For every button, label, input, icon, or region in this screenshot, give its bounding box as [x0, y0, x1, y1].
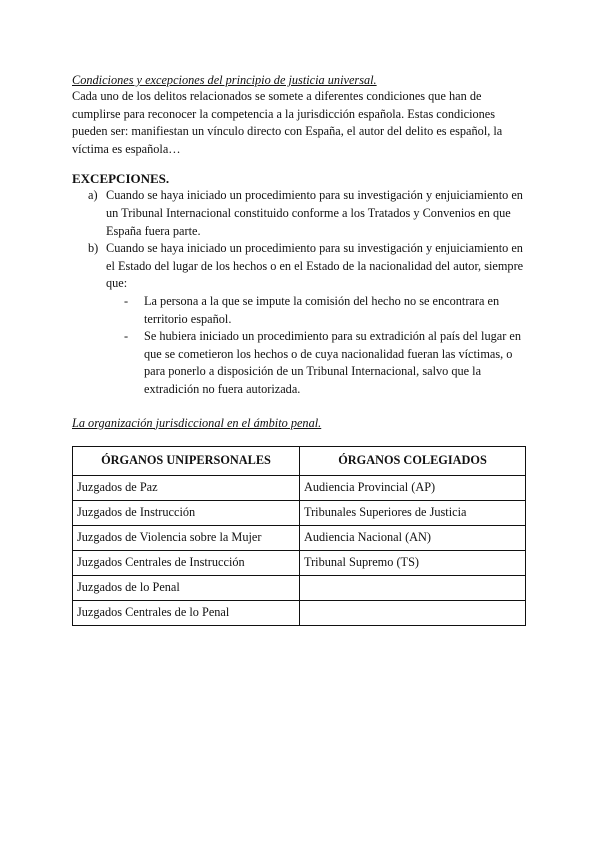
- table-row: [73, 475, 526, 500]
- table-cell: Juzgados Centrales de lo Penal: [73, 600, 300, 625]
- table-cell: Audiencia Provincial (AP): [300, 475, 526, 500]
- table-cell: Juzgados de Violencia sobre la Mujer: [73, 525, 300, 550]
- list-marker: b): [88, 241, 99, 256]
- table-cell: Audiencia Nacional (AN): [300, 525, 526, 550]
- dash-marker: -: [124, 329, 129, 344]
- exception-sublist: [106, 293, 532, 399]
- table-row: [73, 550, 526, 575]
- exceptions-heading: EXCEPCIONES.: [72, 171, 170, 187]
- dash-marker: -: [124, 293, 129, 308]
- table-cell: Tribunal Supremo (TS): [300, 550, 526, 575]
- table-row: [73, 500, 526, 525]
- table-cell: [300, 600, 526, 625]
- exception-item-b: [72, 240, 532, 398]
- sublist-item: [106, 293, 532, 328]
- table-cell: Juzgados Centrales de Instrucción: [73, 550, 300, 575]
- table-cell: Juzgados de Paz: [73, 475, 300, 500]
- table-row: [73, 525, 526, 550]
- table-cell: Juzgados de lo Penal: [73, 575, 300, 600]
- section-title-jurisdictional-organization: La organización jurisdiccional en el ámbito penal.: [72, 415, 322, 430]
- section-body-paragraph: Cada uno de los delitos relacionados se somete a diferentes condiciones que han de cumplirse para reconocer la competencia a la jurisdicción española. Estas condiciones pueden ser: manifiestan un vínculo directo con España, el autor del delito es español, la víctima es española…: [72, 89, 503, 156]
- column-header-colegiados: ÓRGANOS COLEGIADOS: [300, 446, 526, 475]
- sublist-text: Se hubiera iniciado un procedimiento para su extradición al país del lugar en que se cometieron los hechos o de cuya nacionalidad fueran las víctimas, o para ponerlo a disposición de un Tribunal Internacional, salvo que la extradición no fuera autorizada.: [144, 329, 521, 396]
- section-title-universal-justice: Condiciones y excepciones del principio de justicia universal.: [72, 73, 377, 87]
- exception-text: Cuando se haya iniciado un procedimiento para su investigación y enjuiciamiento en el Estado del lugar de los hechos o en el Estado de la nacionalidad del autor, siempre que:: [106, 241, 524, 291]
- table-cell: Tribunales Superiores de Justicia: [300, 500, 526, 525]
- list-marker: a): [88, 188, 98, 203]
- table-cell: Juzgados de Instrucción: [73, 500, 300, 525]
- table-row: [73, 575, 526, 600]
- table-cell: [300, 575, 526, 600]
- sublist-item: [106, 328, 532, 398]
- table-row: [73, 600, 526, 625]
- column-header-unipersonal: ÓRGANOS UNIPERSONALES: [73, 446, 300, 475]
- page-content: [72, 72, 532, 626]
- courts-table: [72, 446, 526, 626]
- exception-text: Cuando se haya iniciado un procedimiento para su investigación y enjuiciamiento en un Tribunal Internacional constituido conforme a los Tratados y Convenios en que España fuera parte.: [106, 188, 523, 238]
- exceptions-list: [72, 187, 532, 398]
- table-header-row: [73, 446, 526, 475]
- exception-item-a: [72, 187, 532, 240]
- sublist-text: La persona a la que se impute la comisión del hecho no se encontrara en territorio español.: [144, 293, 500, 326]
